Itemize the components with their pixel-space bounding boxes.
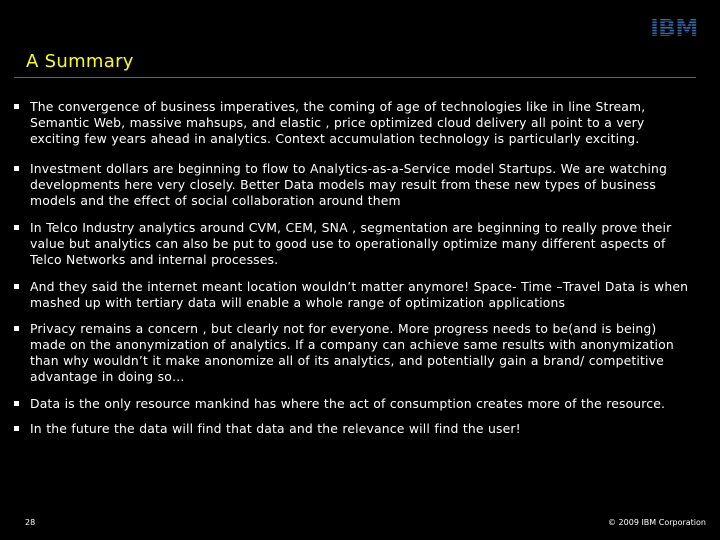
bullet-text: In the future the data will find that data and the relevance will find the user! [30,421,521,436]
bullet-icon [14,401,19,406]
title-divider [14,77,696,78]
bullet-text: In Telco Industry analytics around CVM, CEM, SNA , segmentation are beginning to really prove their value but analytics can also be put to good use to operationally optimize many different aspects of Telco Networks and internal processes. [30,220,672,267]
slide-title: A Summary [26,51,134,72]
ibm-logo [650,16,698,38]
bullet-item [14,396,696,412]
bullet-icon [14,426,19,431]
bullet-icon [14,284,19,289]
bullet-item [14,421,696,437]
bullet-icon [14,166,19,171]
ibm-logo-icon [650,16,698,38]
bullet-text: And they said the internet meant location wouldn’t matter anymore! Space- Time –Travel Data is when mashed up with tertiary data will enable a whole range of optimization applications [30,279,689,310]
bullet-icon [14,104,19,109]
bullet-item [14,220,696,268]
bullet-icon [14,326,19,331]
svg-text:IBM: IBM [650,16,698,38]
bullet-text: Privacy remains a concern , but clearly not for everyone. More progress needs to be(and is being) made on the anonymization of analytics. If a company can achieve same results with anonymization than why wouldn’t it make anonomize all of its analytics, and potentially gain a brand/ competitive advantage in doing so… [30,321,674,384]
bullet-text: Investment dollars are beginning to flow to Analytics-as-a-Service model Startups. We are watching developments here very closely. Better Data models may result from these new types of business models and the effect of social collaboration around them [30,161,667,208]
bullet-icon [14,225,19,230]
bullet-item [14,161,696,209]
bullet-text: Data is the only resource mankind has where the act of consumption creates more of the resource. [30,396,666,411]
bullet-item [14,99,696,147]
bullet-item [14,279,696,311]
bullet-item [14,321,696,385]
bullet-text: The convergence of business imperatives, the coming of age of technologies like in line Stream, Semantic Web, massive mahsups, and elastic , price optimized cloud delivery all point to a very exciting few years ahead in analytics. Context accumulation technology is particularly exciting. [30,99,646,146]
copyright-notice: © 2009 IBM Corporation [608,518,706,527]
page-number: 28 [25,518,36,527]
